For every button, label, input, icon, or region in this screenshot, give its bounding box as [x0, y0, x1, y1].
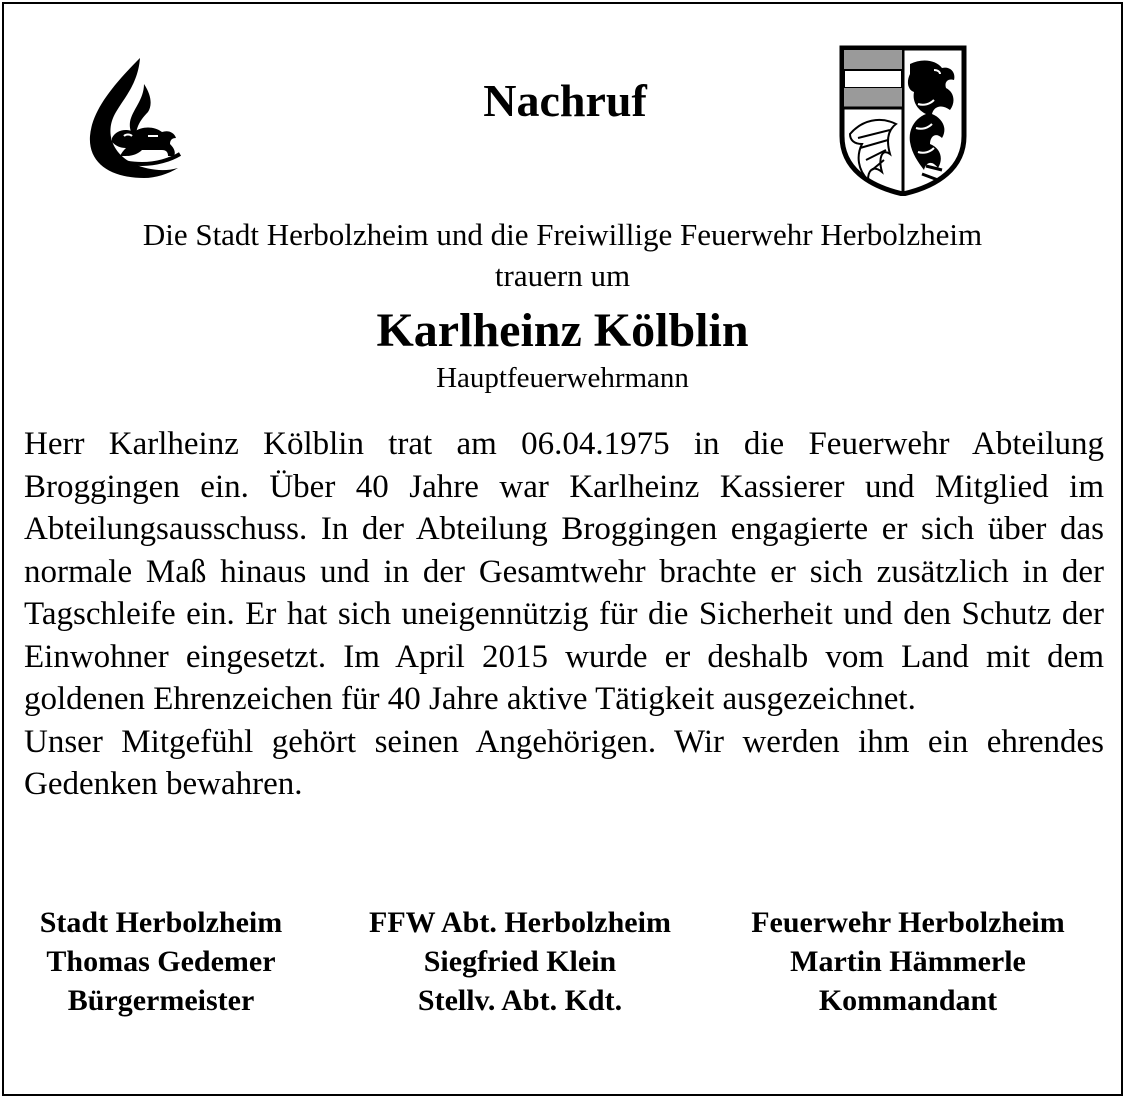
fire-brigade-logo [82, 56, 186, 182]
deceased-name: Karlheinz Kölblin [376, 304, 749, 357]
signer-organization: Stadt Herbolzheim [39, 906, 283, 939]
obituary-body [24, 423, 1104, 806]
signer-person: Siegfried Klein [423, 945, 617, 978]
signatures [0, 903, 1129, 1033]
signer-organization: FFW Abt. Herbolzheim [369, 906, 671, 939]
signer-role: Kommandant [818, 984, 998, 1017]
page-title: Nachruf [483, 75, 647, 126]
signer-stadt [16, 903, 306, 1020]
signer-feuerwehr [722, 903, 1094, 1020]
signer-organization: Feuerwehr Herbolzheim [751, 906, 1065, 939]
signer-ffw-abteilung [340, 903, 700, 1020]
flame-lion-icon [82, 56, 186, 182]
body-paragraph-2: Unser Mitgefühl gehört seinen Angehörigen. Wir werden ihm ein ehrendes Gedenken bewahren. [24, 723, 1104, 802]
intro-line-2: trauern um [494, 258, 631, 293]
signer-person: Martin Hämmerle [790, 945, 1026, 978]
signer-role: Bürgermeister [67, 984, 255, 1017]
body-paragraph-1: Herr Karlheinz Kölblin trat am 06.04.1975 in die Feuerwehr Abteilung Broggingen ein. Über 40 Jahre war Karlheinz Kassierer und Mitglied im Abteilungsausschuss. In der Abteilung Broggingen engagierte er sich über das normale Maß hinaus und in der Gesamtwehr brachte er sich zusätzlich in der Tagschleife ein. Er hat sich uneigennützig für die Sicherheit und den Schutz der Einwohner eingesetzt. Im April 2015 wurde er deshalb vom Land mit dem goldenen Ehrenzeichen für 40 Jahre aktive Tätigkeit ausgezeichnet. [24, 426, 1104, 717]
signer-person: Thomas Gedemer [46, 945, 276, 978]
coat-of-arms-icon [838, 44, 968, 196]
intro-line-1: Die Stadt Herbolzheim und die Freiwillige Feuerwehr Herbolzheim [142, 217, 983, 252]
deceased-rank: Hauptfeuerwehrmann [436, 362, 689, 394]
signer-role: Stellv. Abt. Kdt. [417, 984, 623, 1017]
coat-of-arms [838, 44, 968, 196]
intro-text [20, 214, 1105, 296]
